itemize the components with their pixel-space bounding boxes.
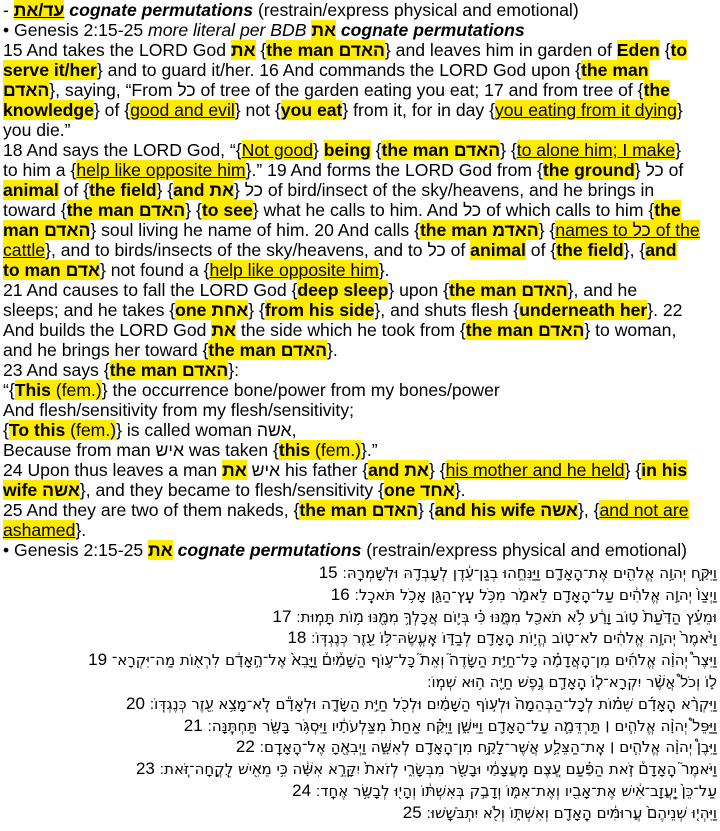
text-segment: in his [641, 460, 688, 480]
text-segment: } { [428, 460, 446, 480]
text-segment: } כל of bird/insect of the sky/heavens, and he brings in [233, 180, 655, 200]
verse-number: 17 [272, 606, 292, 626]
text-segment: (fem.) [310, 440, 361, 460]
text-segment: and not are [599, 500, 689, 520]
english-line [3, 480, 717, 500]
text-segment: this [278, 440, 311, 460]
text-segment: serve it/her [3, 60, 97, 80]
hebrew-verse-line [3, 627, 717, 649]
text-segment: cognate permutations [177, 540, 362, 560]
hebrew-verse-line [3, 606, 717, 628]
verse-number: 20 [125, 693, 145, 713]
text-segment: עד/את [13, 0, 65, 20]
text-segment: }, and shuts flesh { [374, 300, 520, 320]
text-segment: את [311, 20, 336, 40]
text-segment: and את [368, 460, 429, 480]
text-segment: cattle [3, 240, 46, 260]
english-line [3, 260, 717, 280]
text-segment: the man האדם [208, 340, 328, 360]
text-segment: ashamed [3, 520, 76, 540]
text-segment: Because from man איש was taken { [3, 440, 279, 460]
text-segment: את [222, 460, 247, 480]
text-segment: To this [8, 420, 66, 440]
text-segment: of { [58, 180, 90, 200]
hebrew-verse-line [3, 802, 717, 824]
text-segment: }, and they became to flesh/sensitivity { [79, 480, 384, 500]
hebrew-verse-text: וַיְצַו֙ יְהוָ֣ה אֱלֹהִ֔ים עַל־הָֽאָדָ֖ם לֵאמֹ֑ר מִכֹּ֥ל עֵֽץ־הַגָּ֖ן אָכֹ֥ל תֹּאכֵֽל׃ [354, 585, 717, 604]
verse-number: 19 [88, 650, 108, 670]
text-segment: } { [417, 500, 435, 520]
hebrew-verse-text: וַיִּהְי֤וּ שְׁנֵיהֶם֙ עֲרוּמִּ֔ים הָֽאָדָ֖ם וְאִשְׁתּ֑וֹ וְלֹ֖א יִתְבֹּשָֽׁשׁוּ׃ [426, 803, 717, 822]
text-segment: and he brings her toward { [3, 340, 209, 360]
text-segment: of { [525, 240, 557, 260]
hebrew-verse-text: וַיֹּ֙אמֶר֙ יְהוָ֣ה אֱלֹהִ֔ים לֹא־ט֛וֹב הֱי֥וֹת הָֽאָדָ֖ם לְבַדּ֑וֹ אֶֽעֱשֶׂהּ־לּ֥וֹ עֵ֖זֶר כְּנֶגְדּֽוֹ׃ [311, 629, 717, 648]
hebrew-verse-line [3, 715, 717, 737]
text-segment: the man [581, 60, 649, 80]
text-segment: { [659, 40, 671, 60]
hebrew-verse-text: וַיִּקְרָ֨א הָֽאָדָ֜ם שֵׁמ֗וֹת לְכָל־הַבְּהֵמָה֙ וּלְע֣וֹף הַשָּׁמַ֔יִם וּלְכֹ֖ל חַיַּ֣ת הַשָּׂדֶ֑ה וּלְאָדָ֕ם לֹֽא־מָצָ֥א עֵ֖זֶר כְּנֶגְדּֽוֹ׃ [149, 694, 717, 713]
text-segment: Eden [616, 40, 660, 60]
text-segment: underneath her [519, 300, 648, 320]
text-segment: the man האדם [449, 280, 568, 300]
text-segment: from his side [264, 300, 375, 320]
text-segment: }, and to birds/insects of the sky/heavens, and to כל of [45, 240, 471, 260]
text-segment: את [230, 40, 256, 60]
text-segment: you eat [280, 100, 343, 120]
text-segment: cognate permutations [69, 0, 254, 20]
english-line [3, 80, 717, 100]
text-segment: }. [454, 480, 466, 500]
text-segment: { [3, 420, 9, 440]
text-segment: }, { [623, 240, 646, 260]
english-line [3, 420, 717, 440]
text-segment: one אחד [383, 480, 455, 500]
hebrew-verse-line [3, 780, 717, 802]
text-segment: 23 And says { [3, 360, 110, 380]
verse-number: 21 [183, 715, 203, 735]
text-segment: deep sleep [297, 280, 389, 300]
text-segment: } [675, 140, 682, 160]
hebrew-verse-line [3, 693, 717, 715]
text-segment: } is called woman אשה, [116, 420, 297, 440]
english-line [3, 360, 717, 380]
text-segment: and את [173, 180, 234, 200]
hebrew-verse-text: עַל־כֵּן֙ יַֽעֲזָב־אִ֔ישׁ אֶת־אָבִ֖יו וְאֶת־אִמּ֑וֹ וְדָבַ֣ק בְּאִשְׁתּ֔וֹ וְהָי֖וּ לְבָשָׂ֥ר אֶחָֽד׃ [315, 781, 717, 800]
text-segment: This [14, 380, 51, 400]
verse-number: 15 [318, 563, 338, 582]
text-segment: the man האדם [109, 360, 229, 380]
text-segment: }, and he [567, 280, 638, 300]
english-line [3, 240, 717, 260]
text-segment: }. [327, 340, 338, 360]
hebrew-verse-text: וַיִּקַּ֛ח יְהוָ֥ה אֱלֹהִ֖ים אֶת־הָֽאָדָ֑ם וַיַּנִּחֵ֣הוּ בְגַן־עֵ֔דֶן לְעָבְדָ֖הּ וּלְשָׁמְרָֽהּ׃ [342, 564, 717, 582]
english-line [3, 320, 717, 340]
text-segment: }, { [577, 500, 600, 520]
text-segment: knowledge [3, 100, 94, 120]
english-line [3, 220, 717, 240]
text-segment: toward { [3, 200, 67, 220]
text-segment: the man האדם [381, 140, 501, 160]
english-line [3, 340, 717, 360]
text-segment: help like opposite him [209, 260, 379, 280]
hebrew-verse-line [3, 649, 717, 671]
text-segment: } of { [93, 100, 131, 120]
hebrew-verse-text: וַיִּצֶר֩ יְהוָ֨ה אֱלֹהִ֜ים מִן־הָֽאֲדָמָ֗ה כָּל־חַיַּ֣ת הַשָּׂדֶה֮ וְאֵת֮ כָּל־ע֣וֹף הַשָּׁמַ֒יִם֒ וַיָּבֵא֙ אֶל־הָ֣אָדָ֔ם לִרְא֖וֹת מַה־יִּקְרָא־ [111, 651, 717, 670]
text-segment: } from it, for in day { [342, 100, 495, 120]
text-segment: “{ [3, 380, 15, 400]
text-segment: his mother and he held [445, 460, 625, 480]
text-segment: האדם [3, 80, 50, 100]
hebrew-verse-line [3, 758, 717, 780]
text-segment: 18 And says the LORD God, “{ [3, 140, 242, 160]
text-segment: }. [75, 520, 87, 540]
english-line [3, 40, 717, 60]
english-line [3, 520, 717, 540]
text-segment: to alone him; I make [516, 140, 676, 160]
text-segment: }.” 19 And forms the LORD God from { [245, 160, 543, 180]
text-segment: animal [3, 180, 59, 200]
text-segment: (fem.) [50, 380, 102, 400]
hebrew-verse-text: וּמֵעֵ֗ץ הַדַּ֙עַת֙ ט֣וֹב וָרָ֔ע לֹ֥א תֹאכַ֖ל מִמֶּ֑נּוּ כִּ֗י בְּי֛וֹם אֲכָלְךָ֥ מִמֶּ֖נּוּ מ֥וֹת תָּמֽוּת׃ [296, 607, 717, 626]
text-segment: }, saying, “From כל of tree of the garden eating you eat; 17 and from tree of { [49, 80, 644, 100]
text-segment: } soul living he name of him. 20 And calls { [90, 220, 420, 240]
text-segment: the man האדמ [419, 220, 539, 240]
text-segment: }: [228, 360, 240, 380]
header-line [3, 20, 717, 40]
text-segment: And builds the LORD God [3, 320, 212, 340]
text-segment: 24 Upon thus leaves a man איש [3, 460, 281, 480]
english-line [3, 460, 717, 480]
text-segment: names to כל of the [555, 220, 700, 240]
english-line [3, 500, 717, 520]
english-line [3, 60, 717, 80]
text-segment: }. 22 [647, 300, 683, 320]
english-translation [3, 40, 717, 560]
verse-number: 23 [135, 759, 155, 779]
text-segment: }.” [361, 440, 378, 460]
text-segment: } not { [234, 100, 281, 120]
text-segment: } { [624, 460, 642, 480]
text-segment: } כל of [634, 160, 684, 180]
text-segment: and [645, 240, 677, 260]
verse-number: 18 [287, 628, 307, 648]
text-segment: } [676, 100, 683, 120]
hebrew-text [3, 562, 717, 824]
english-line [3, 100, 717, 120]
verse-number: 24 [292, 780, 312, 800]
text-segment: cognate permutations [340, 20, 525, 40]
text-segment: (fem.) [65, 420, 117, 440]
text-segment: to man אדם [3, 260, 100, 280]
text-segment: • Genesis 2:15-25 [3, 540, 149, 560]
text-segment: } { [538, 220, 556, 240]
hebrew-verse-line [3, 671, 717, 693]
text-segment: { [255, 40, 267, 60]
text-segment: } and to guard it/her. 16 And commands the LORD God upon { [96, 60, 582, 80]
text-segment: animal [470, 240, 526, 260]
text-segment: to see [201, 200, 253, 220]
english-line [3, 180, 717, 200]
text-segment: one אחת [175, 300, 249, 320]
text-segment: 21 And causes to fall the LORD God { [3, 280, 298, 300]
text-segment: the field [89, 180, 157, 200]
text-segment: } [313, 140, 324, 160]
text-segment: 25 And they are two of them nakeds, { [3, 500, 300, 520]
text-segment: { [370, 140, 382, 160]
text-segment: to [670, 40, 688, 60]
english-line [3, 140, 717, 160]
verse-number: 22 [235, 737, 255, 757]
text-segment: the [643, 80, 670, 100]
text-segment: - [3, 0, 14, 20]
text-segment: the field [556, 240, 624, 260]
text-segment: the ground [542, 160, 635, 180]
text-segment: man האדם [3, 220, 91, 240]
text-segment: } to woman, [584, 320, 677, 340]
text-segment: the side which he took from { [235, 320, 466, 340]
text-segment: to him a { [3, 160, 77, 180]
text-segment: and his wife אשה [434, 500, 578, 520]
text-segment: sleeps; and he takes { [3, 300, 176, 320]
text-segment: (restrain/express physical and emotional) [253, 0, 579, 20]
text-segment: } { [156, 180, 174, 200]
hebrew-verse-line [3, 562, 717, 584]
english-line [3, 400, 717, 420]
text-segment: more literal per BDB [148, 20, 307, 40]
text-segment: } { [185, 200, 202, 220]
text-segment: you eating from it dying [494, 100, 677, 120]
text-segment: his father { [280, 460, 369, 480]
text-segment: (restrain/express physical and emotional) [361, 540, 687, 560]
text-segment: } { [248, 300, 265, 320]
text-segment: 15 And takes the LORD God [3, 40, 231, 60]
hebrew-verse-line [3, 736, 717, 758]
english-line [3, 440, 717, 460]
text-segment: wife אשה [3, 480, 80, 500]
hebrew-verse-text: וַיֹּאמֶר֮ הָֽאָדָם֒ זֹ֣את הַפַּ֗עַם עֶ֚צֶם מֵֽעֲצָמַ֔י וּבָשָׂ֖ר מִבְּשָׂרִ֑י לְזֹאת֙ יִקָּרֵ֣א אִשָּׁ֔ה כִּ֥י מֵאִ֖ישׁ לֻֽקֳחָה־זֹּֽאת׃ [159, 760, 717, 779]
text-segment: }. [378, 260, 390, 280]
text-segment: the man האדם [299, 500, 418, 520]
hebrew-verse-text: ל֑וֹ וְכֹל֩ אֲשֶׁ֨ר יִקְרָא־ל֧וֹ הָֽאָדָ֛ם נֶ֥פֶשׁ חַיָּ֖ה ה֥וּא שְׁמֽוֹ׃ [427, 672, 717, 691]
text-segment: the man האדם [266, 40, 385, 60]
english-line [3, 540, 717, 560]
text-segment: good and evil [130, 100, 235, 120]
text-segment: being [323, 140, 371, 160]
text-segment: את [211, 320, 236, 340]
english-line [3, 200, 717, 220]
hebrew-verse-text: וַיִּבֶן֩ יְהוָ֨ה אֱלֹהִ֧ים ׀ אֶֽת־הַצֵּלָ֛ע אֲשֶׁר־לָקַ֥ח מִן־הָֽאָדָ֖ם לְאִשָּׁ֑ה וַיְבִאֶ֖הָ אֶל־הָֽאָדָֽם׃ [259, 738, 717, 757]
hebrew-verse-line [3, 584, 717, 606]
text-segment: • Genesis 2:15-25 [3, 20, 149, 40]
english-line [3, 300, 717, 320]
verse-number: 25 [402, 802, 422, 822]
text-segment: the man האדם [66, 200, 186, 220]
text-segment: you die.” [3, 120, 71, 140]
header-line [3, 0, 717, 20]
english-line [3, 120, 717, 140]
text-segment: } the occurrence bone/power from my bones/power [101, 380, 500, 400]
english-line [3, 160, 717, 180]
header-lines [3, 0, 717, 40]
english-line [3, 380, 717, 400]
text-segment: the [654, 200, 681, 220]
hebrew-verse-text: וַיַּפֵּל֩ יְהוָ֨ה אֱלֹהִ֧ים ׀ תַּרְדֵּמָ֛ה עַל־הָאָדָ֖ם וַיִּישָׁ֑ן וַיִּקַּ֗ח אַחַת֙ מִצַּלְעֹתָ֔יו וַיִּסְגֹּ֥ר בָּשָׂ֖ר תַּחְתֶּֽנָּה׃ [207, 716, 717, 735]
text-segment: } upon { [388, 280, 450, 300]
text-segment: the man האדם [465, 320, 585, 340]
english-line [3, 280, 717, 300]
text-segment: } and leaves him in garden of [384, 40, 617, 60]
text-segment: help like opposite him [76, 160, 246, 180]
verse-number: 16 [330, 584, 350, 604]
text-segment: את [148, 540, 173, 560]
text-segment: } { [500, 140, 517, 160]
text-segment: And flesh/sensitivity from my flesh/sensitivity; [3, 400, 355, 420]
text-segment: } what he calls to him. And כל of which calls to him { [252, 200, 655, 220]
text-segment: Not good [241, 140, 314, 160]
text-segment: } not found a { [99, 260, 210, 280]
